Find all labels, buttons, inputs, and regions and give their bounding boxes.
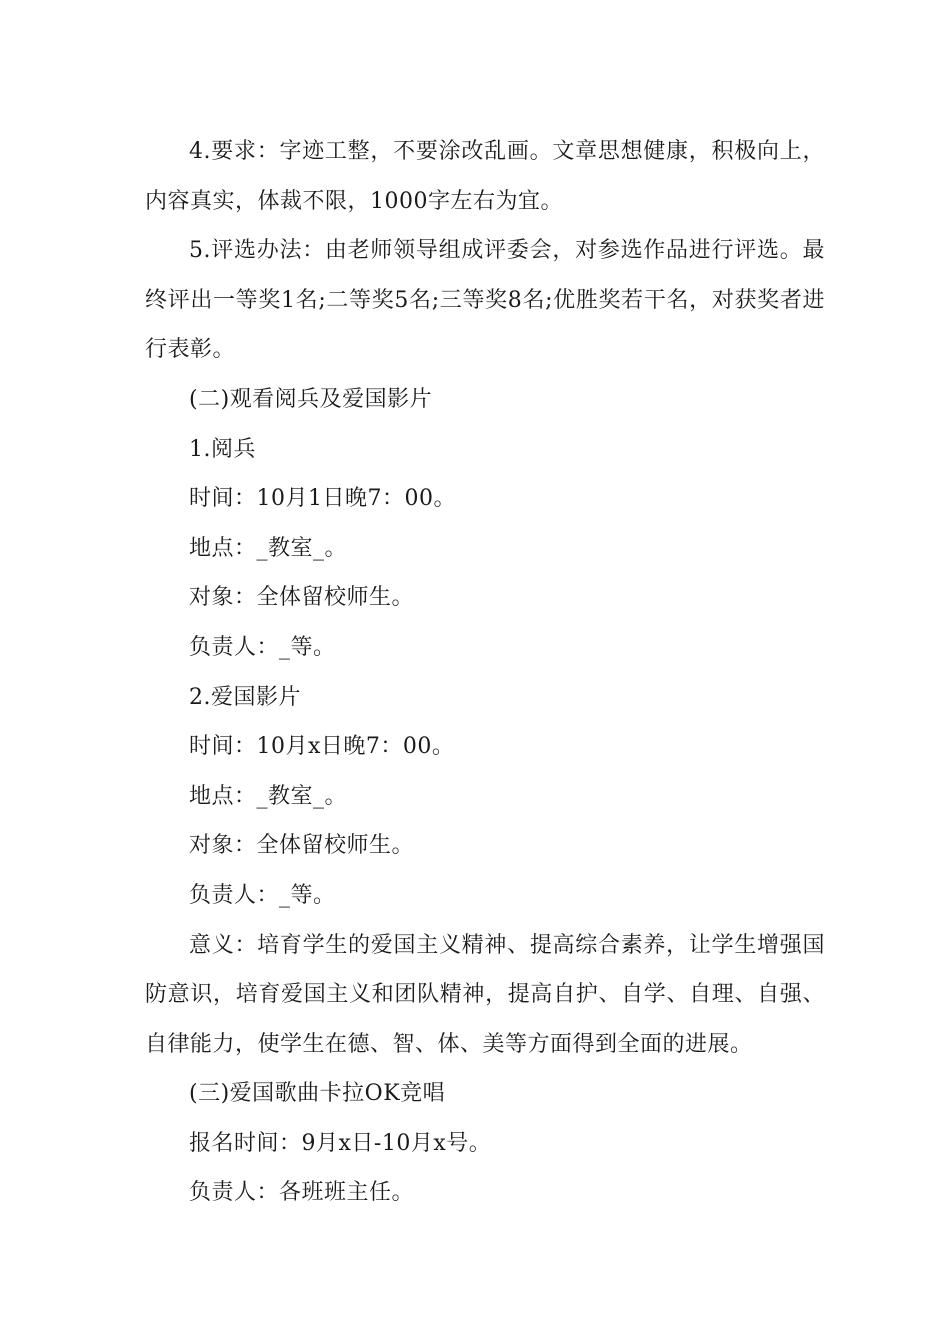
subheading-patriotic-films: 2.爱国影片 [189, 684, 301, 710]
parade-person-in-charge: 负责人：_等。 [189, 634, 336, 660]
films-time: 时间：10月x日晚7：00。 [189, 734, 455, 760]
karaoke-registration-time: 报名时间：9月x日-10月x号。 [189, 1130, 492, 1156]
parade-location: 地点：_教室_。 [189, 535, 348, 561]
paragraph-selection-method: 5.评选办法：由老师领导组成评委会，对参选作品进行评选。最终评出一等奖1名;二等奖5名;三等奖8名;优胜奖若干名，对获奖者进行表彰。 [145, 238, 825, 363]
parade-time: 时间：10月1日晚7：00。 [189, 486, 456, 512]
films-person-in-charge: 负责人：_等。 [189, 882, 336, 908]
karaoke-person-in-charge: 负责人：各班班主任。 [189, 1180, 415, 1206]
parade-audience: 对象：全体留校师生。 [189, 585, 415, 611]
films-location: 地点：_教室_。 [189, 783, 348, 809]
document-body [145, 127, 825, 1218]
section-heading-karaoke: (三)爱国歌曲卡拉OK竞唱 [189, 1081, 446, 1107]
section-heading-parade-films: (二)观看阅兵及爱国影片 [189, 386, 433, 412]
films-audience: 对象：全体留校师生。 [189, 833, 415, 859]
paragraph-requirements: 4.要求：字迹工整，不要涂改乱画。文章思想健康，积极向上，内容真实，体裁不限，1000字左右为宜。 [145, 139, 825, 214]
subheading-parade: 1.阅兵 [189, 436, 256, 462]
paragraph-significance: 意义：培育学生的爱国主义精神、提高综合素养，让学生增强国防意识，培育爱国主义和团队精神，提高自护、自学、自理、自强、自律能力，使学生在德、智、体、美等方面得到全面的进展。 [145, 932, 825, 1057]
